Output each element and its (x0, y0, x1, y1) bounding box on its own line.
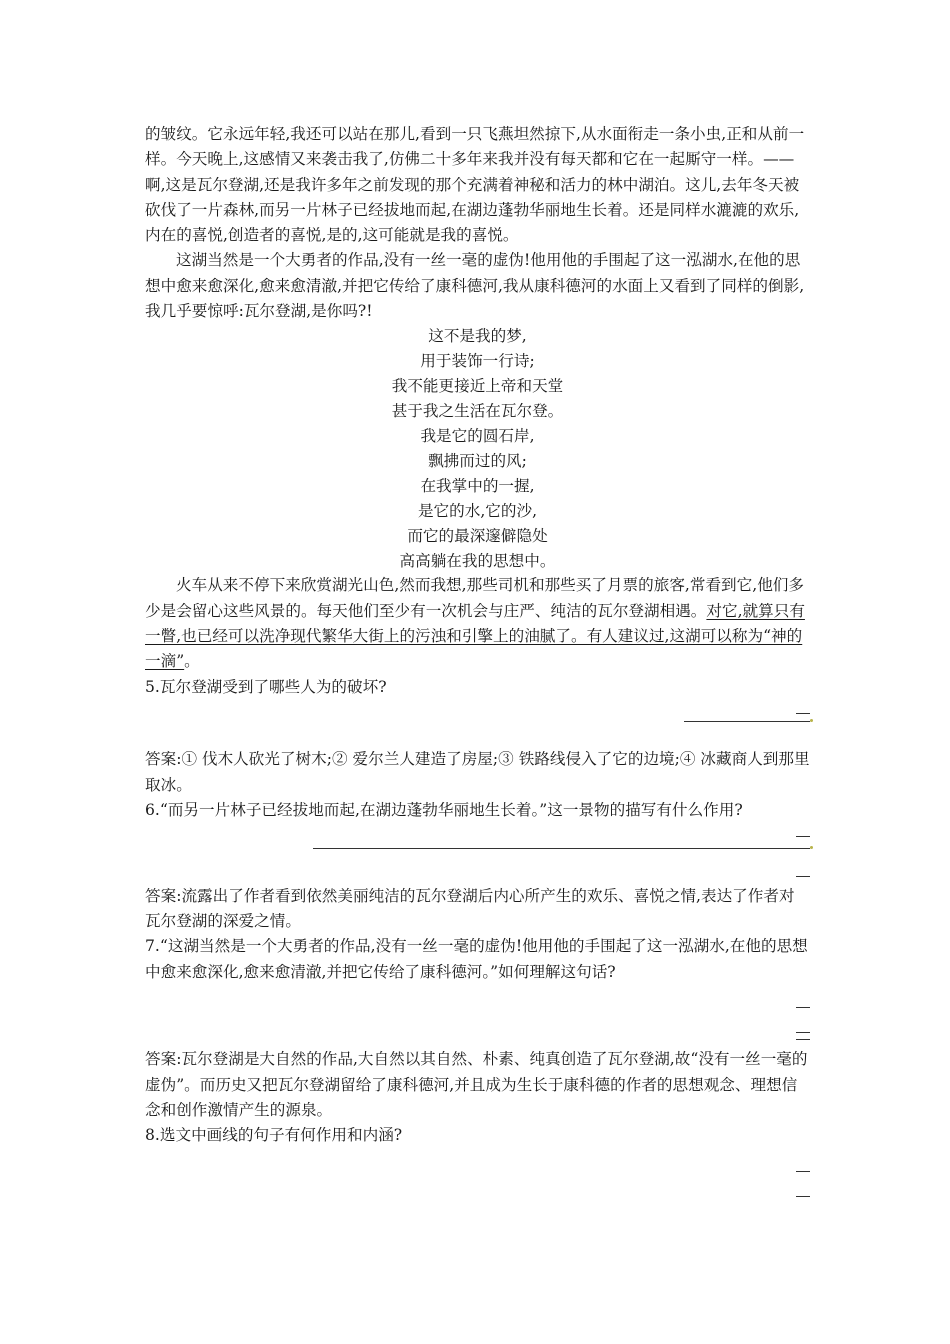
blank-dash (796, 1007, 810, 1008)
question-5: 5.瓦尔登湖受到了哪些人为的破坏? (145, 677, 387, 696)
question-8: 8.选文中画线的句子有何作用和内涵? (145, 1126, 403, 1145)
blank-marker (810, 846, 813, 849)
answer-line (684, 721, 810, 722)
answer-blank-row[interactable] (145, 1149, 810, 1174)
answer-blank-row[interactable] (145, 985, 810, 1010)
blank-dash (796, 836, 810, 837)
blank-dash (796, 1032, 810, 1033)
poem-line: 而它的最深邃僻隐处 (407, 526, 548, 545)
poem-line: 我不能更接近上帝和天堂 (391, 377, 564, 396)
blank-dash (796, 1196, 810, 1197)
poem-line: 我是它的圆石岸, (420, 427, 535, 445)
answer-blank-row[interactable] (145, 725, 810, 747)
passage-paragraph-2: 这湖当然是一个大勇者的作品,没有一丝一毫的虚伪!他用他的手围起了这一泓湖水,在他的思想中愈来愈深化,愈来愈清澈,并把它传给了康科德河,我从康科德河的水面上又看到了同样的倒影,我几乎要惊呼:瓦尔登湖,是你吗?! (145, 251, 805, 321)
paragraph-3-text: 火车从来不停下来欣赏湖光山色,然而我想,那些司机和那些买了月票的旅客,常看到它,他们多少是会留心这些风景的。每天他们至少有一次机会与庄严、纯洁的瓦尔登湖相遇。 (145, 576, 804, 620)
answer-blank-row[interactable] (145, 848, 810, 873)
blank-dash (796, 1039, 810, 1040)
question-6: 6.“而另一片林子已经拔地而起,在湖边蓬勃华丽地生长着。”这一景物的描写有什么作用? (145, 800, 743, 819)
poem-line: 这不是我的梦, (428, 327, 527, 346)
paragraph-3-end: 。 (184, 652, 200, 671)
answer-5: 答案:① 伐木人砍光了树木;② 爱尔兰人建造了房屋;③ 铁路线侵入了它的边境;④ 冰藏商人到那里取冰。 (145, 750, 810, 794)
poem-line: 在我掌中的一握, (420, 476, 535, 495)
answer-6: 答案:流露出了作者看到依然美丽纯洁的瓦尔登湖后内心所产生的欢乐、喜悦之情,表达了作者对瓦尔登湖的深爱之情。 (145, 886, 795, 930)
poem-line: 飘拂而过的风; (428, 451, 527, 470)
passage-paragraph-1: 的皱纹。它永远年轻,我还可以站在那儿,看到一只飞燕坦然掠下,从水面衔走一条小虫,正和从前一样。今天晚上,这感情又来袭击我了,仿佛二十多年来我并没有每天都和它在一起厮守一样。——啊,这是瓦尔登湖,还是我许多年之前发现的那个充满着神秘和活力的林中湖泊。这儿,去年冬天被砍伐了一片森林,而另一片林子已经拔地而起,在湖边蓬勃华丽地生长着。还是同样水漉漉的欢乐,内在的喜悦,创造者的喜悦,是的,这可能就是我的喜悦。 (145, 125, 805, 245)
question-7: 7.“这湖当然是一个大勇者的作品,没有一丝一毫的虚伪!他用他的手围起了这一泓湖水,在他的思想中愈来愈深化,愈来愈清澈,并把它传给了康科德河。”如何理解这句话? (145, 937, 808, 981)
poem-line: 用于装饰一行诗; (420, 352, 535, 371)
answer-blank-row[interactable] (145, 823, 810, 848)
underlined-sentence: 对它,就算只有一瞥,也已经可以洗净现代繁华大街上的污浊和引擎上的油腻了。有人建议过,这湖可以称为“神的一滴” (145, 601, 805, 671)
poem-line: 高高躺在我的思想中。 (399, 551, 556, 570)
answer-blank-row[interactable] (145, 1174, 810, 1199)
answer-blank-row[interactable] (145, 1010, 810, 1035)
answer-blank-row[interactable] (145, 1035, 810, 1047)
poem (145, 324, 810, 573)
blank-marker (810, 719, 813, 722)
blank-dash (796, 876, 810, 877)
document-page (145, 122, 810, 1199)
poem-line: 是它的水,它的沙, (417, 501, 538, 520)
passage-paragraph-3 (145, 573, 810, 674)
blank-dash (796, 1171, 810, 1172)
blank-dash (796, 713, 810, 714)
poem-line: 甚于我之生活在瓦尔登。 (391, 402, 564, 421)
answer-blank-row[interactable] (145, 874, 810, 884)
answer-7: 答案:瓦尔登湖是大自然的作品,大自然以其自然、朴素、纯真创造了瓦尔登湖,故“没有一丝一毫的虚伪”。而历史又把瓦尔登湖留给了康科德河,并且成为生长于康科德的作者的思想观念、理想信念和创作激情产生的源泉。 (145, 1050, 808, 1120)
